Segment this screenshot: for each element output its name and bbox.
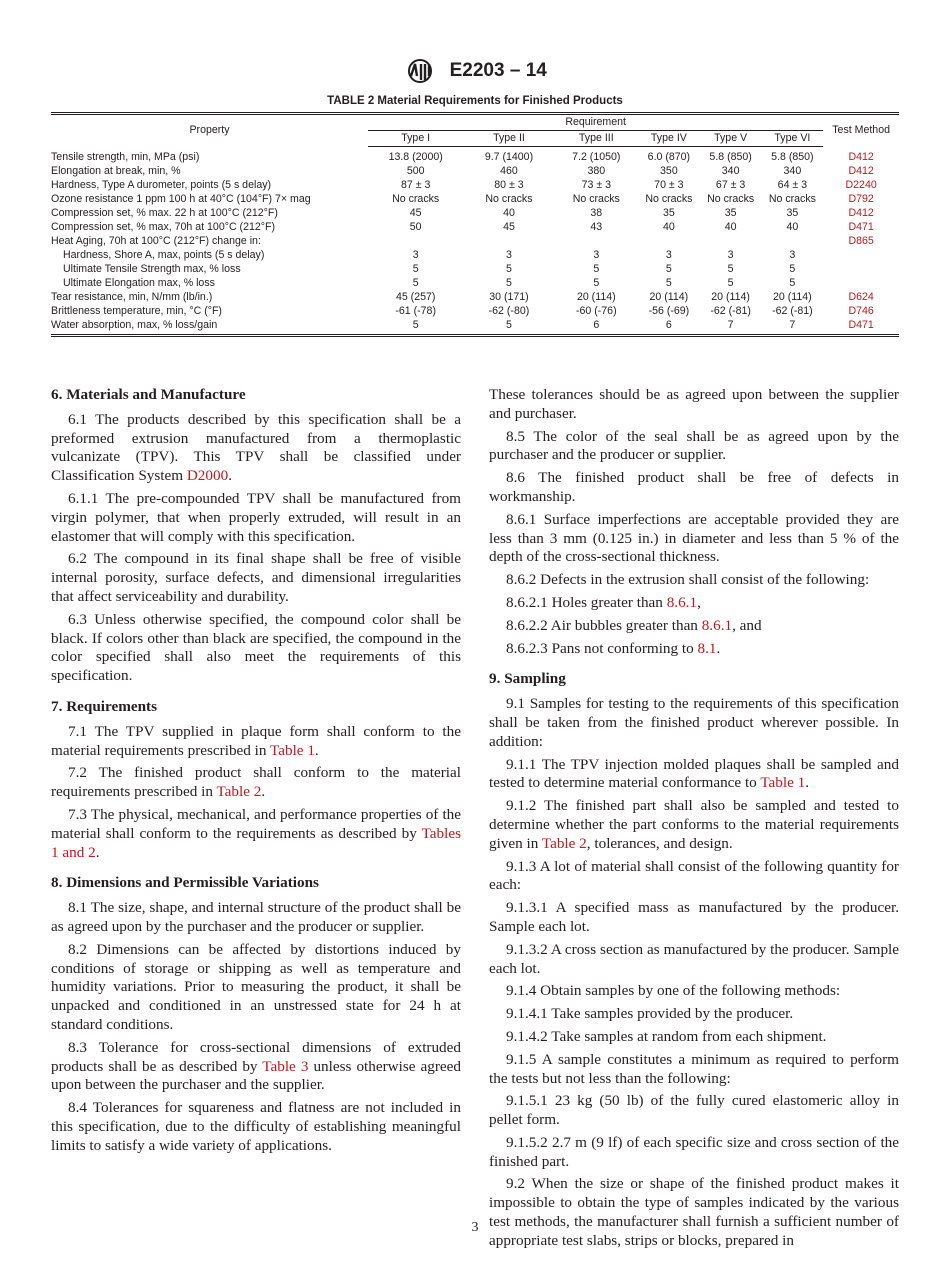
property-cell: Hardness, Shore A, max, points (5 s delay) [63, 249, 265, 261]
paragraph [489, 941, 899, 979]
value-cell: 40 [503, 207, 515, 219]
value-cell: 5 [506, 263, 512, 275]
paragraph-text: These tolerances should be as agreed upon between the supplier and purchaser. [489, 386, 899, 422]
cross-reference-link[interactable]: 8.6.1 [666, 593, 698, 611]
cross-reference-link[interactable]: Table 1 [760, 774, 806, 792]
value-cell: -62 (-80) [488, 305, 530, 317]
table-row [51, 262, 899, 276]
paragraph-text: 9.1.5.2 2.7 m (9 lf) of each specific size and cross section of the finished part. [489, 1133, 899, 1170]
test-method-link[interactable]: D412 [848, 165, 874, 177]
value-cell: 5 [506, 277, 512, 289]
test-method-link[interactable]: D624 [848, 291, 874, 303]
property-cell: Water absorption, max, % loss/gain [51, 319, 218, 331]
value-cell: 3 [727, 249, 734, 261]
table-row [51, 276, 899, 290]
value-cell: 5 [665, 263, 672, 275]
paragraph [489, 797, 899, 853]
value-cell: 70 ± 3 [654, 179, 684, 191]
value-cell: 5 [593, 277, 600, 289]
paragraph-text: 9.2 When the size or shape of the finished product makes it impossible to obtain the type of samples indicated by the various test methods, the manufacturer shall furnish a sufficient number of appropriate test slabs, strips or blocks, prepared in [489, 1175, 899, 1249]
paragraph [489, 858, 899, 896]
type-header-4: Type IV [638, 131, 700, 147]
section-heading: 9. Sampling [489, 670, 566, 688]
type-header-3: Type III [555, 131, 638, 147]
table-row [51, 290, 899, 304]
paragraph-text: 9.1.5.1 23 kg (50 lb) of the fully cured elastomeric alloy in pellet form. [489, 1092, 899, 1129]
value-cell: 9.7 (1400) [484, 151, 534, 163]
paragraph [51, 806, 461, 862]
paragraph-text: 8.4 Tolerances for squareness and flatness are not included in this specification, due to the difficulty of establishing meaningful limits to satisfy a wide variety of applications. [51, 1099, 461, 1154]
property-cell: Ozone resistance 1 ppm 100 h at 40°C (104°F) 7× mag [51, 193, 311, 205]
paragraph-text: 8.6 The finished product shall be free of defects in workmanship. [489, 469, 899, 505]
property-cell: Elongation at break, min, % [51, 165, 181, 177]
section-heading: 8. Dimensions and Permissible Variations [51, 874, 319, 892]
value-cell: 20 (114) [773, 291, 812, 303]
section-heading: 6. Materials and Manufacture [51, 386, 246, 403]
paragraph-text: . [261, 783, 266, 801]
cross-reference-link[interactable]: Table 2 [216, 783, 262, 801]
paragraph-text: 9.1.4 Obtain samples by one of the following methods: [506, 982, 841, 1000]
page-number: 3 [471, 1220, 479, 1235]
paragraph-text: 8.2 Dimensions can be affected by distortions induced by conditions of storage or shipping as well as temperature and humidity variations. Prior to measuring the product, it shall be unpacked and conditioned in an unstressed state for 24 h at standard conditions. [51, 940, 461, 1033]
value-cell: 20 (114) [711, 291, 750, 303]
value-cell: 6 [665, 319, 672, 331]
paragraph [489, 386, 899, 424]
value-cell: 5 [412, 277, 419, 289]
value-cell: 80 ± 3 [494, 179, 524, 191]
paragraph-text: . [228, 467, 232, 485]
value-cell: 7 [789, 319, 796, 331]
paragraph-text: unless otherwise agreed upon between the purchaser and the supplier. [51, 1057, 462, 1094]
test-method-link[interactable]: D2240 [845, 179, 877, 191]
table-row [51, 164, 899, 178]
value-cell: 87 ± 3 [400, 179, 431, 191]
paragraph [489, 571, 899, 590]
property-cell: Tear resistance, min, N/mm (lb/in.) [51, 291, 213, 303]
paragraph [489, 1028, 899, 1047]
test-method-link[interactable]: D792 [848, 193, 874, 205]
cross-reference-link[interactable]: D2000 [186, 467, 229, 485]
value-cell: 5 [412, 263, 419, 275]
property-cell: Ultimate Elongation max, % loss [63, 277, 215, 289]
value-cell: 5 [665, 277, 672, 289]
paragraph-text: 9.1.5 A sample constitutes a minimum as required to perform the tests but not less than the following: [489, 1050, 899, 1087]
paragraph-text: 8.6.2.2 Air bubbles greater than [506, 616, 702, 634]
property-header: Property [189, 124, 230, 137]
cross-reference-link[interactable]: Table 1 [270, 741, 315, 759]
table-caption: TABLE 2 Material Requirements for Finished Products [327, 95, 623, 107]
value-cell: 3 [593, 249, 600, 261]
value-cell: 380 [587, 165, 606, 177]
paragraph-text: 9.1 Samples for testing to the requirements of this specification shall be taken from the finished product wherever possible. In addition: [489, 695, 899, 750]
paragraph-text: 6.2 The compound in its final shape shall be free of visible internal porosity, surface defects, and dimensional irregularities that affect serviceability and durability. [51, 550, 461, 605]
paragraph [489, 617, 899, 636]
paragraph-text: 9.1.2 The finished part shall also be sampled and tested to determine whether the part conforms to the material requirements given in [489, 797, 899, 852]
value-cell: 35 [786, 207, 799, 219]
test-method-link [823, 276, 899, 290]
test-method-link[interactable]: D471 [848, 221, 874, 233]
paragraph-text: 6.1 The products described by this specification shall be a preformed extrusion manufactured from a thermoplastic vulcanizate (TPV). This TPV shall be classified under Classification System [51, 410, 461, 485]
test-method-link[interactable]: D746 [848, 305, 874, 317]
value-cell: 340 [721, 165, 740, 177]
paragraph [51, 899, 461, 937]
document-header [0, 58, 950, 84]
value-cell: 20 (114) [649, 291, 689, 303]
paragraph-text: . [314, 741, 319, 759]
value-cell: 64 ± 3 [777, 179, 808, 191]
test-method-link[interactable]: D412 [848, 150, 874, 163]
paragraph-text: 9.1.3.1 A specified mass as manufactured by the producer. Sample each lot. [489, 899, 899, 935]
paragraph [489, 469, 899, 507]
paragraph [51, 723, 461, 761]
cross-reference-link[interactable]: Tables 1 and 2 [51, 824, 461, 861]
value-cell: No cracks [572, 193, 620, 205]
value-cell: 3 [789, 249, 796, 261]
value-cell: -61 (-78) [395, 305, 436, 317]
paragraph-text: 9.1.3.2 A cross section as manufactured by the producer. Sample each lot. [489, 940, 899, 977]
value-cell: 35 [662, 207, 675, 219]
table-row [51, 220, 899, 234]
astm-logo-icon [403, 58, 437, 84]
value-cell: 7.2 (1050) [572, 151, 621, 163]
cross-reference-link[interactable]: Table 3 [262, 1057, 309, 1075]
value-cell: 5 [412, 319, 419, 331]
value-cell: No cracks [392, 193, 440, 205]
paragraph [489, 1051, 899, 1089]
value-cell: 7 [727, 319, 734, 331]
table-row [51, 178, 899, 192]
paragraph-text: , and [732, 616, 762, 634]
table-row [51, 192, 899, 206]
value-cell: 50 [409, 221, 422, 233]
type-header-6: Type VI [762, 131, 824, 147]
value-cell: 30 (171) [489, 291, 529, 303]
value-cell: -62 (-81) [772, 305, 813, 317]
value-cell: 5 [727, 277, 734, 289]
paragraph-text: 9.1.1 The TPV injection molded plaques shall be sampled and tested to determine material conformance to [489, 755, 899, 792]
requirement-header: Requirement [368, 114, 823, 131]
paragraph-text: 8.5 The color of the seal shall be as agreed upon by the purchaser and the producer or supplier. [489, 427, 899, 464]
paragraph [51, 764, 461, 802]
paragraph-text: . [95, 843, 100, 861]
cross-reference-link[interactable]: Table 2 [541, 834, 587, 852]
value-cell: 5 [506, 319, 512, 331]
paragraph-text: 7.2 The finished product shall conform to the material requirements prescribed in [51, 764, 461, 801]
paragraph [51, 490, 461, 546]
value-cell: 5.8 (850) [771, 151, 814, 163]
property-cell: Ultimate Tensile Strength max, % loss [63, 263, 241, 275]
paragraph-text: 9.1.3 A lot of material shall consist of the following quantity for each: [489, 857, 899, 894]
paragraph [51, 550, 461, 606]
value-cell: No cracks [707, 193, 755, 205]
paragraph [489, 1134, 899, 1172]
table-row [51, 318, 899, 336]
paragraph-text: 8.3 Tolerance for cross-sectional dimensions of extruded products shall be as described by [51, 1038, 461, 1075]
paragraph-text: 7.3 The physical, mechanical, and performance properties of the material shall conform to the requirements as described by [51, 805, 461, 842]
value-cell: 45 (257) [395, 291, 436, 303]
paragraph [489, 695, 899, 751]
paragraph-text: 8.1 The size, shape, and internal structure of the product shall be as agreed upon by the purchaser and the producer or supplier. [51, 899, 461, 935]
value-cell [368, 234, 463, 248]
paragraph-text: 8.6.2.1 Holes greater than [506, 593, 667, 611]
paragraph-text: 7.1 The TPV supplied in plaque form shall conform to the material requirements prescribed in [51, 722, 461, 759]
table-row [51, 234, 899, 248]
paragraph [489, 594, 899, 613]
paragraph-text: , tolerances, and design. [586, 834, 733, 852]
value-cell: 40 [662, 221, 675, 233]
value-cell [555, 234, 638, 248]
type-header-2: Type II [463, 131, 554, 147]
value-cell: 5 [593, 263, 600, 275]
document-number: E2203 – 14 [449, 60, 547, 81]
value-cell: 340 [783, 165, 802, 177]
value-cell [463, 234, 554, 248]
value-cell [762, 234, 824, 248]
paragraph-text: 6.3 Unless otherwise specified, the compound color shall be black. If colors other than black are specified, the compound in the color specified shall also meet the requirements of this specification. [51, 610, 461, 685]
value-cell: 35 [724, 207, 737, 219]
paragraph [51, 411, 461, 486]
paragraph-text: . [805, 774, 810, 792]
value-cell: -60 (-76) [575, 305, 617, 317]
material-requirements-table [51, 112, 899, 337]
value-cell: -56 (-69) [648, 305, 690, 317]
property-cell: Compression set, % max, 70h at 100°C (212°F) [51, 221, 275, 233]
left-column [51, 386, 461, 1159]
value-cell: 6.0 (870) [647, 151, 691, 163]
paragraph [489, 1092, 899, 1130]
property-cell: Compression set, % max. 22 h at 100°C (212°F) [51, 207, 278, 219]
test-method-link [823, 262, 899, 276]
value-cell: 73 ± 3 [581, 179, 611, 191]
paragraph [489, 756, 899, 794]
value-cell: 43 [590, 221, 603, 233]
paragraph [489, 982, 899, 1001]
paragraph [489, 640, 899, 659]
paragraph [489, 428, 899, 466]
value-cell [638, 234, 700, 248]
value-cell: 5 [789, 263, 796, 275]
property-cell: Heat Aging, 70h at 100°C (212°F) change in: [51, 235, 261, 247]
type-header-1: Type I [368, 131, 463, 147]
paragraph [489, 511, 899, 567]
value-cell: 350 [660, 165, 678, 177]
value-cell: -62 (-81) [710, 305, 751, 317]
paragraph-text: 8.6.2.3 Pans not conforming to [506, 639, 698, 657]
paragraph [489, 899, 899, 937]
value-cell: 5 [727, 263, 734, 275]
cross-reference-link[interactable]: 8.1 [697, 639, 717, 657]
paragraph [51, 941, 461, 1035]
type-header-5: Type V [700, 131, 762, 147]
paragraph-text: 6.1.1 The pre-compounded TPV shall be manufactured from virgin polymer, that when properly extruded, will result in an elastomer that will comply with this specification. [51, 489, 461, 545]
value-cell: 500 [406, 165, 425, 177]
value-cell: 3 [506, 249, 512, 261]
test-method-link[interactable]: D865 [848, 235, 874, 247]
paragraph [489, 1175, 899, 1250]
value-cell: 13.8 (2000) [388, 151, 443, 163]
table-row [51, 248, 899, 262]
value-cell: 40 [724, 221, 737, 233]
paragraph-text: 8.6.1 Surface imperfections are acceptable provided they are less than 3 mm (0.125 in.) in diameter and less than 5 % of the depth of the cross-sectional thickness. [489, 510, 899, 566]
value-cell: 3 [665, 249, 672, 261]
test-method-link [823, 248, 899, 262]
value-cell: No cracks [768, 193, 816, 205]
paragraph-text: . [716, 639, 721, 657]
cross-reference-link[interactable]: 8.6.1 [701, 616, 733, 634]
test-method-header: Test Method [832, 124, 890, 137]
value-cell: 5.8 (850) [709, 151, 752, 163]
paragraph [489, 1005, 899, 1024]
paragraph-text: 9.1.4.1 Take samples provided by the producer. [506, 1005, 794, 1023]
value-cell: 38 [590, 207, 603, 219]
value-cell: 45 [409, 207, 422, 219]
value-cell: 20 (114) [576, 291, 616, 303]
test-method-link[interactable]: D412 [848, 207, 874, 219]
value-cell: 3 [412, 249, 419, 261]
test-method-link[interactable]: D471 [848, 319, 874, 331]
property-cell: Hardness, Type A durometer, points (5 s delay) [51, 179, 272, 191]
value-cell [700, 234, 762, 248]
value-cell: 5 [789, 277, 796, 289]
value-cell: No cracks [645, 193, 693, 205]
paragraph [51, 611, 461, 686]
paragraph [51, 1099, 461, 1155]
right-column [489, 386, 899, 1255]
property-cell: Brittleness temperature, min, °C (°F) [51, 305, 222, 317]
value-cell: 67 ± 3 [715, 179, 746, 191]
value-cell: 460 [500, 165, 518, 177]
table-row [51, 206, 899, 220]
value-cell: 6 [593, 319, 600, 331]
value-cell: No cracks [485, 193, 533, 205]
value-cell: 40 [786, 221, 799, 233]
paragraph-text: , [697, 593, 701, 611]
table-row [51, 304, 899, 318]
paragraph-text: 8.6.2 Defects in the extrusion shall consist of the following: [506, 571, 870, 589]
property-cell: Tensile strength, min, MPa (psi) [51, 150, 200, 163]
paragraph [51, 1039, 461, 1095]
table-row [51, 147, 899, 165]
paragraph-text: 9.1.4.2 Take samples at random from each shipment. [506, 1027, 827, 1045]
section-heading: 7. Requirements [51, 697, 158, 715]
value-cell: 45 [503, 221, 515, 233]
